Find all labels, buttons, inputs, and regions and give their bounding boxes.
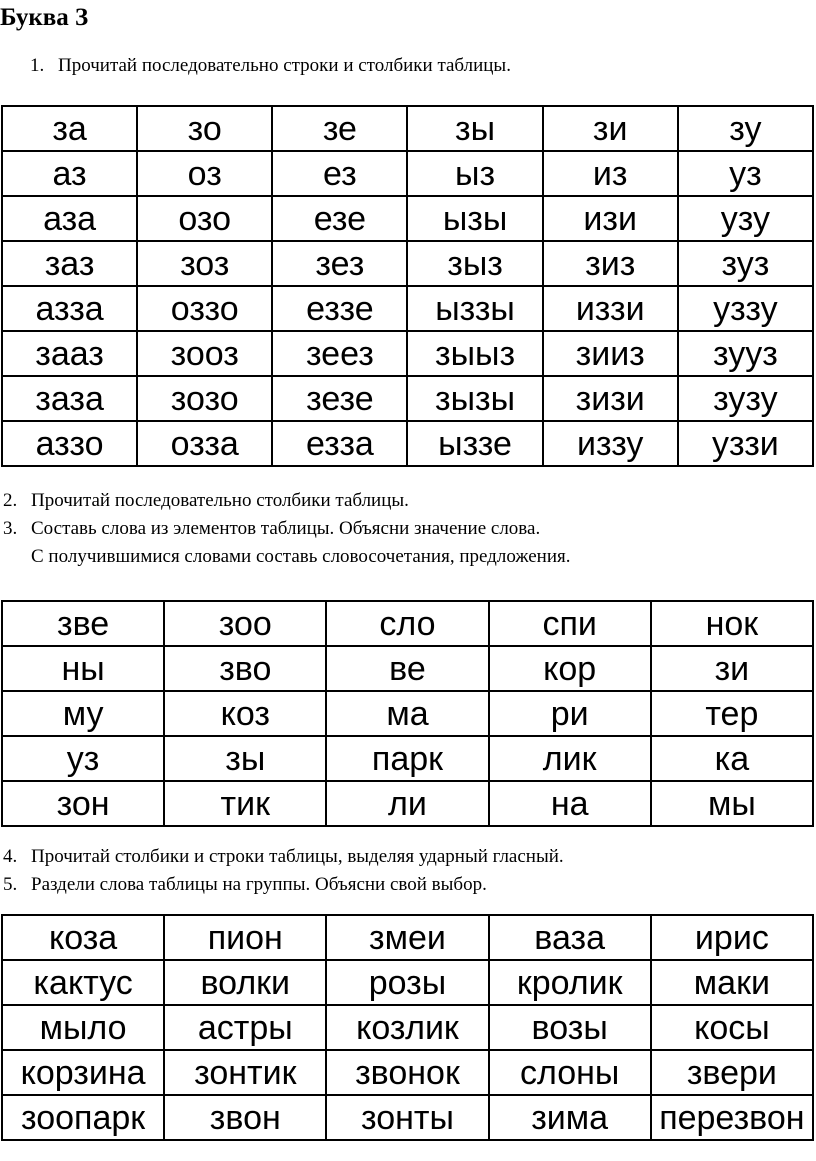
- table-cell: зыыз: [407, 331, 542, 376]
- table-cell: езза: [272, 421, 407, 466]
- table-cell: ны: [2, 646, 164, 691]
- task-2: [3, 490, 409, 512]
- table-cell: тик: [164, 781, 326, 826]
- table-cell: заз: [2, 241, 137, 286]
- table-cell: зи: [651, 646, 813, 691]
- table-cell: из: [543, 151, 678, 196]
- table-cell: спи: [489, 601, 651, 646]
- table-cell: ыззе: [407, 421, 542, 466]
- table-row: [2, 601, 813, 646]
- table-cell: ирис: [651, 915, 813, 960]
- table-cell: зеез: [272, 331, 407, 376]
- table-cell: розы: [326, 960, 488, 1005]
- table-row: [2, 1050, 813, 1095]
- task-1: [30, 55, 511, 77]
- table-cell: ма: [326, 691, 488, 736]
- table-cell: зу: [678, 106, 813, 151]
- table-cell: ыз: [407, 151, 542, 196]
- table-cell: кор: [489, 646, 651, 691]
- table-cell: змеи: [326, 915, 488, 960]
- syllable-table: [1, 105, 814, 467]
- table-cell: зонтик: [164, 1050, 326, 1095]
- table-cell: кролик: [489, 960, 651, 1005]
- table-row: [2, 646, 813, 691]
- table-cell: ли: [326, 781, 488, 826]
- table-cell: зез: [272, 241, 407, 286]
- table-cell: зызы: [407, 376, 542, 421]
- table-cell: кактус: [2, 960, 164, 1005]
- table-cell: перезвон: [651, 1095, 813, 1140]
- task-text: Раздели слова таблицы на группы. Объясни свой выбор.: [31, 874, 487, 895]
- page-title: Буква З: [0, 4, 89, 31]
- table-cell: ве: [326, 646, 488, 691]
- table-cell: изи: [543, 196, 678, 241]
- task-text: С получившимися словами составь словосочетания, предложения.: [31, 546, 571, 567]
- table-cell: зозо: [137, 376, 272, 421]
- table-cell: на: [489, 781, 651, 826]
- table-cell: сло: [326, 601, 488, 646]
- table-row: [2, 286, 813, 331]
- table-cell: корзина: [2, 1050, 164, 1095]
- table-cell: зыз: [407, 241, 542, 286]
- table-cell: зоз: [137, 241, 272, 286]
- table-cell: аза: [2, 196, 137, 241]
- table-row: [2, 736, 813, 781]
- table-cell: аззо: [2, 421, 137, 466]
- table-cell: зо: [137, 106, 272, 151]
- task-number: 5.: [3, 874, 18, 895]
- task-text: Прочитай последовательно столбики таблицы.: [31, 490, 409, 511]
- table-cell: ез: [272, 151, 407, 196]
- task-text: Прочитай последовательно строки и столбики таблицы.: [58, 55, 511, 76]
- table-cell: уззу: [678, 286, 813, 331]
- task-number: 4.: [3, 846, 18, 867]
- table-cell: за: [2, 106, 137, 151]
- table-row: [2, 241, 813, 286]
- table-cell: маки: [651, 960, 813, 1005]
- table-cell: косы: [651, 1005, 813, 1050]
- table-cell: ка: [651, 736, 813, 781]
- table-cell: зооз: [137, 331, 272, 376]
- table-cell: зузу: [678, 376, 813, 421]
- table-cell: ыззы: [407, 286, 542, 331]
- table-cell: оз: [137, 151, 272, 196]
- task-text: Прочитай столбики и строки таблицы, выделяя ударный гласный.: [31, 846, 564, 867]
- table-cell: зонты: [326, 1095, 488, 1140]
- table-cell: азза: [2, 286, 137, 331]
- table-cell: пион: [164, 915, 326, 960]
- table-cell: озза: [137, 421, 272, 466]
- table-cell: ри: [489, 691, 651, 736]
- table-cell: еззе: [272, 286, 407, 331]
- table-cell: зве: [2, 601, 164, 646]
- table-cell: лик: [489, 736, 651, 781]
- table-cell: заза: [2, 376, 137, 421]
- table-cell: тер: [651, 691, 813, 736]
- table-cell: возы: [489, 1005, 651, 1050]
- table-cell: зуз: [678, 241, 813, 286]
- task-number: 2.: [3, 490, 18, 511]
- table-cell: зииз: [543, 331, 678, 376]
- task-3: [3, 518, 540, 540]
- table-row: [2, 106, 813, 151]
- table-cell: зи: [543, 106, 678, 151]
- table-row: [2, 960, 813, 1005]
- table-cell: зааз: [2, 331, 137, 376]
- table-cell: иззу: [543, 421, 678, 466]
- table-cell: зиз: [543, 241, 678, 286]
- table-cell: волки: [164, 960, 326, 1005]
- task-number: 3.: [3, 518, 18, 539]
- table-cell: слоны: [489, 1050, 651, 1095]
- table-cell: озо: [137, 196, 272, 241]
- table-cell: езе: [272, 196, 407, 241]
- table-cell: ваза: [489, 915, 651, 960]
- table-row: [2, 915, 813, 960]
- table-cell: зууз: [678, 331, 813, 376]
- table-cell: иззи: [543, 286, 678, 331]
- table-cell: узу: [678, 196, 813, 241]
- table-cell: коза: [2, 915, 164, 960]
- table-cell: оззо: [137, 286, 272, 331]
- task-text: Составь слова из элементов таблицы. Объясни значение слова.: [31, 518, 541, 539]
- table-row: [2, 691, 813, 736]
- table-cell: ызы: [407, 196, 542, 241]
- task-5: [3, 874, 487, 896]
- table-cell: зизи: [543, 376, 678, 421]
- table-row: [2, 331, 813, 376]
- table-cell: зоопарк: [2, 1095, 164, 1140]
- table-cell: аз: [2, 151, 137, 196]
- table-row: [2, 151, 813, 196]
- table-cell: звон: [164, 1095, 326, 1140]
- table-row: [2, 1005, 813, 1050]
- word-parts-table: [1, 600, 814, 827]
- table-cell: мы: [651, 781, 813, 826]
- table-row: [2, 376, 813, 421]
- task-4: [3, 846, 564, 868]
- table-cell: звонок: [326, 1050, 488, 1095]
- table-row: [2, 781, 813, 826]
- task-number: 1.: [30, 55, 45, 76]
- table-row: [2, 196, 813, 241]
- table-cell: уззи: [678, 421, 813, 466]
- task-3-continued: [3, 546, 571, 568]
- table-cell: зон: [2, 781, 164, 826]
- table-cell: зезе: [272, 376, 407, 421]
- table-cell: нок: [651, 601, 813, 646]
- table-row: [2, 421, 813, 466]
- table-cell: коз: [164, 691, 326, 736]
- table-cell: зы: [164, 736, 326, 781]
- table-cell: зима: [489, 1095, 651, 1140]
- table-cell: зоо: [164, 601, 326, 646]
- table-cell: козлик: [326, 1005, 488, 1050]
- table-cell: зе: [272, 106, 407, 151]
- table-cell: звери: [651, 1050, 813, 1095]
- words-table: [1, 914, 814, 1141]
- table-cell: уз: [678, 151, 813, 196]
- table-cell: зы: [407, 106, 542, 151]
- table-cell: мыло: [2, 1005, 164, 1050]
- table-cell: уз: [2, 736, 164, 781]
- table-cell: зво: [164, 646, 326, 691]
- table-cell: астры: [164, 1005, 326, 1050]
- table-row: [2, 1095, 813, 1140]
- table-cell: парк: [326, 736, 488, 781]
- table-cell: му: [2, 691, 164, 736]
